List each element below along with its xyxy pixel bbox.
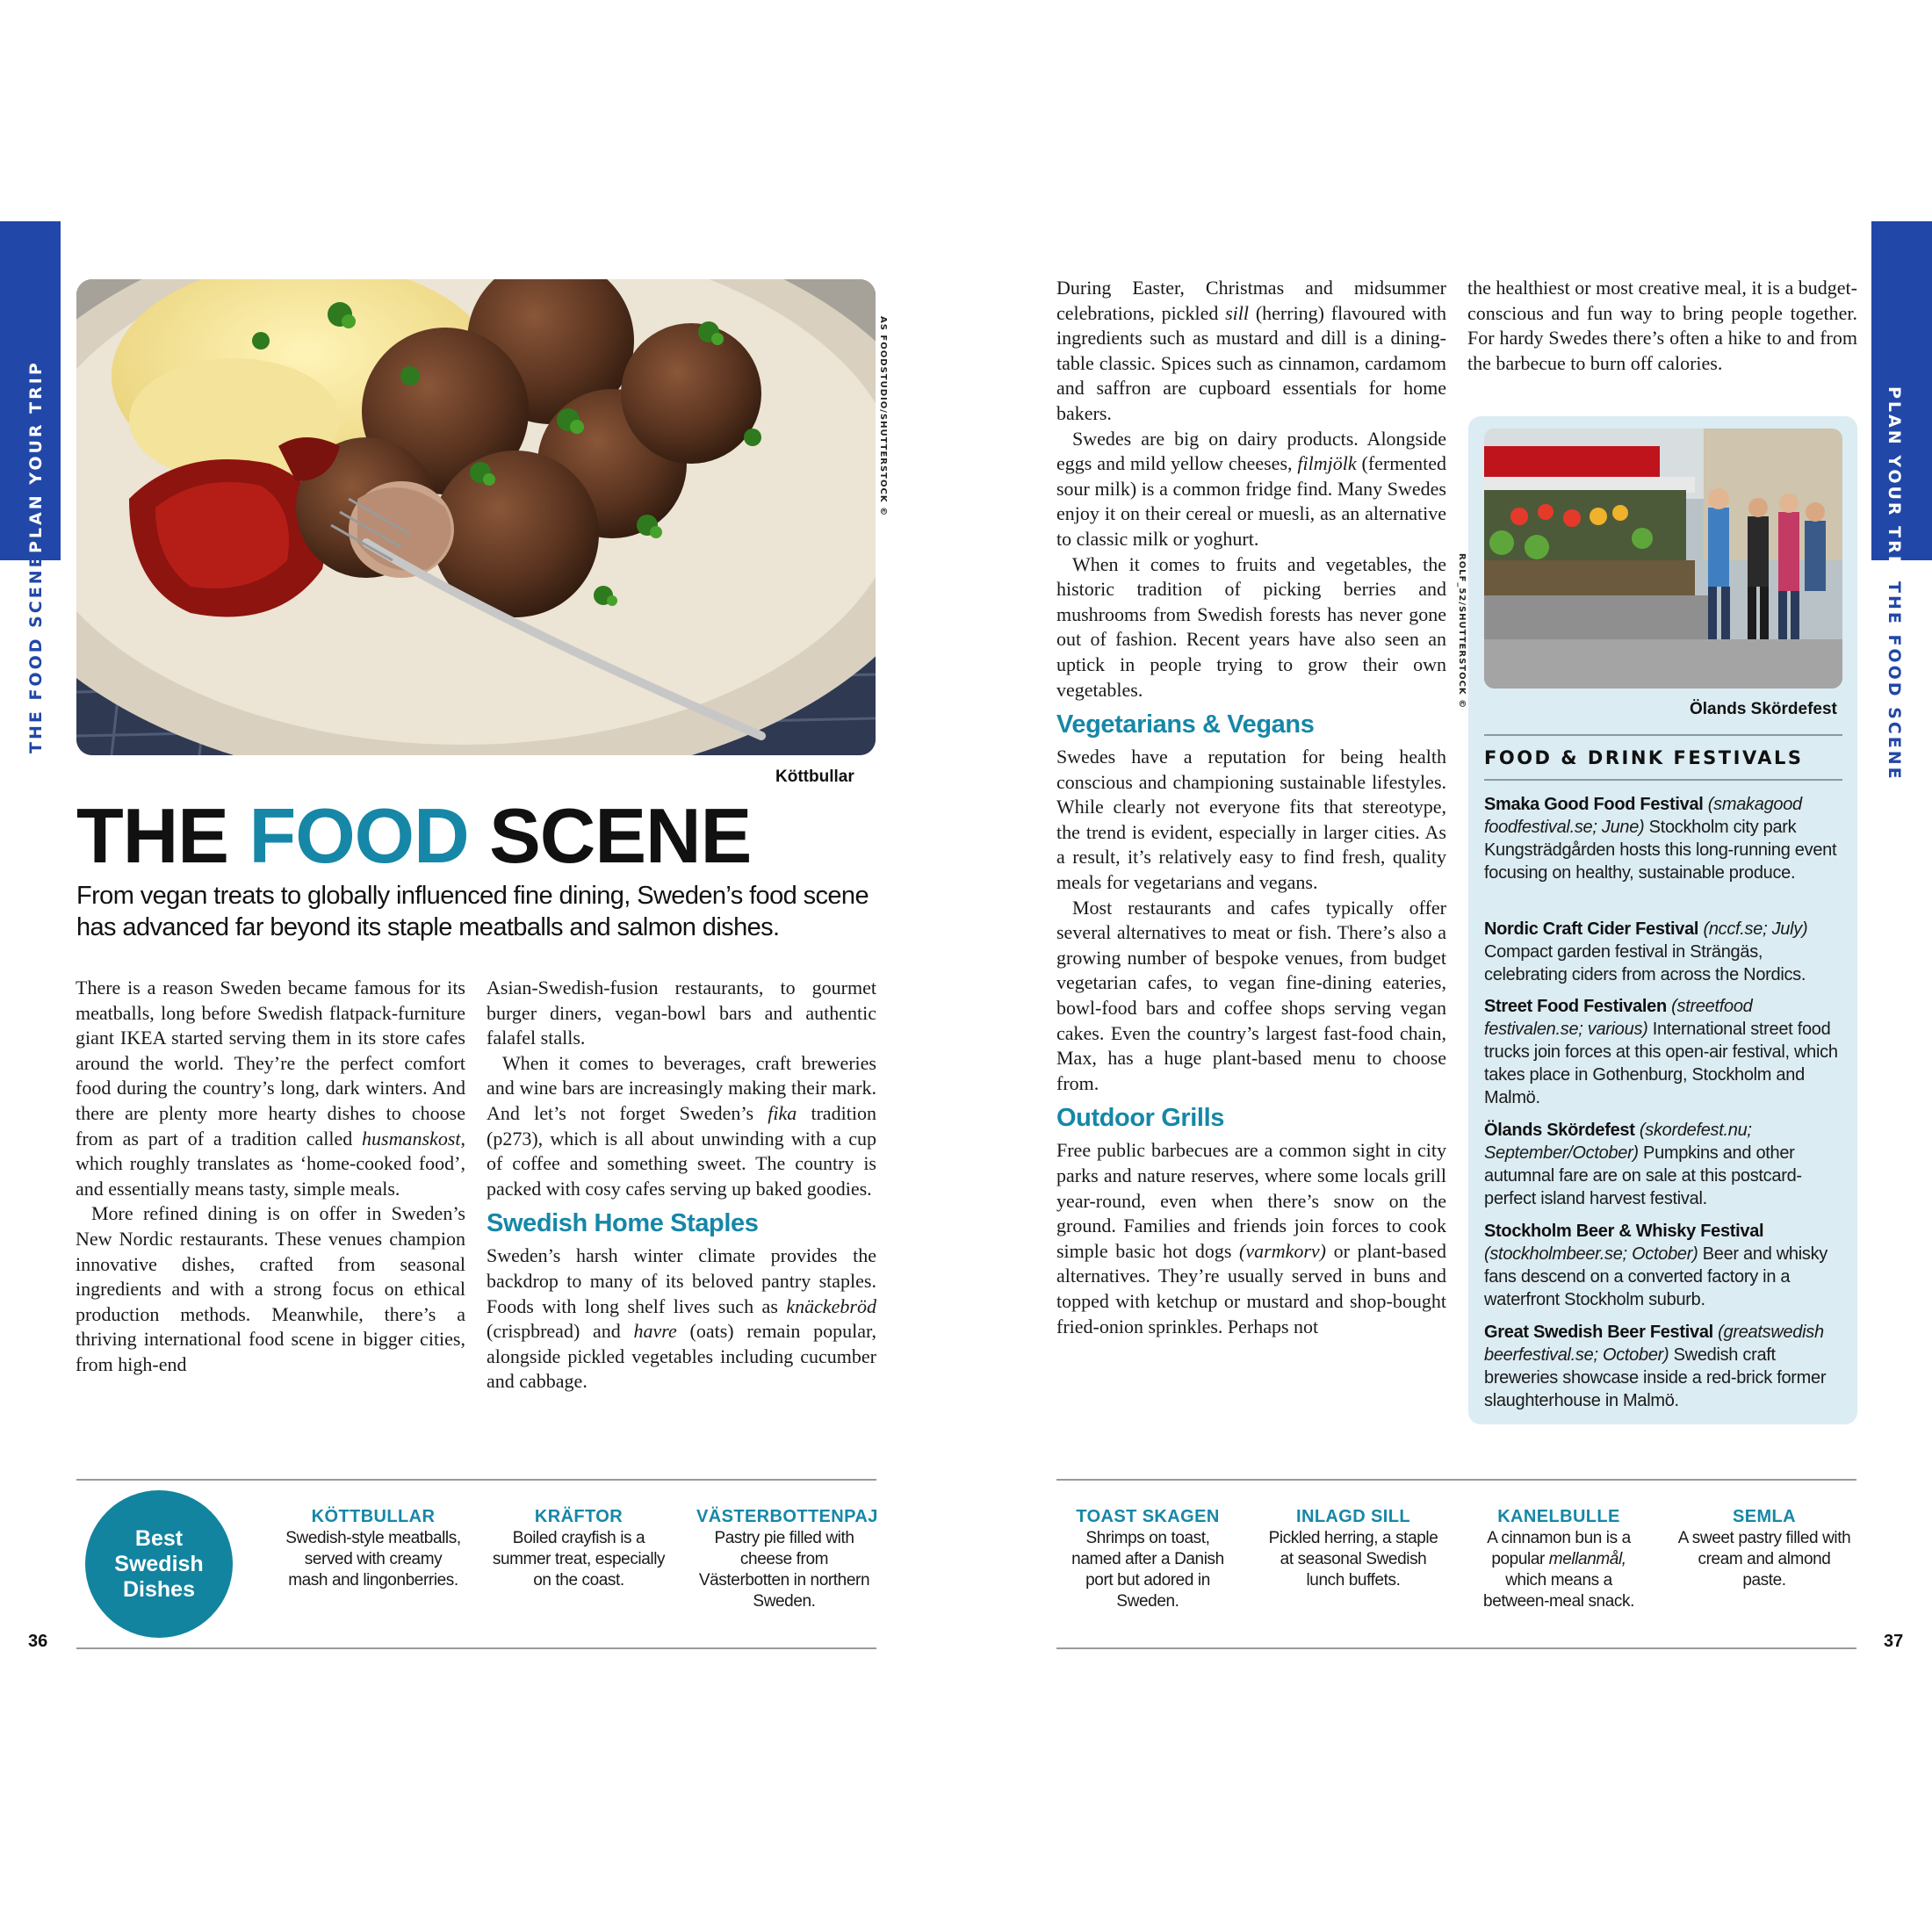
dish-item: KÖTTBULLAR Swedish-style meatballs, served with creamy mash and lingonberries. — [285, 1507, 461, 1590]
body-column-4 — [1467, 276, 1857, 376]
heading-vegetarians-vegans: Vegetarians & Vegans — [1056, 710, 1315, 739]
dish-item: SEMLA A sweet pastry filled with cream and almond paste. — [1677, 1507, 1851, 1590]
market-photo-credit: ROLF_52/SHUTTERSTOCK © — [1457, 553, 1467, 710]
sidebar-top-rule — [1484, 734, 1842, 736]
col3-paragraph-5: Most restaurants and cafes typically offer several alternatives to meat or fish. There’s also a growing number of bespoke venues, from budget vegetarian cafes, to vegan fine-dining eateries, bowl-food bars and coffee shops serving vegan cakes. Even the country’s largest fast-food chain, Max, has a huge plant-based menu to choose from. — [1056, 896, 1446, 1094]
dish-item: KANELBULLE A cinnamon bun is a popular mellanmål, which means a between-meal snack. — [1483, 1507, 1634, 1611]
meatballs-photo-caption: Köttbullar — [775, 768, 854, 786]
col3-paragraph-2: Swedes are big on dairy products. Alongside eggs and mild yellow cheeses, filmjölk (fermented sour milk) is a common fridge find. Many Swedes enjoy it on their cereal or muesli, as an alternative to classic milk or yoghurt. — [1056, 427, 1446, 550]
body-column-2 — [487, 976, 876, 1395]
dishes-top-rule-left — [76, 1479, 876, 1481]
right-section-label: PLAN YOUR TRIP — [1885, 386, 1904, 580]
festival-item: Smaka Good Food Festival (smakagood foodfestival.se; June) Stockholm city park Kungsträdgården hosts this long-running event focusing on healthy, sustainable produce. — [1484, 795, 1837, 883]
festivals-heading: FOOD & DRINK FESTIVALS — [1484, 747, 1804, 768]
dish-item: VÄSTERBOTTENPAJ Pastry pie filled with cheese from Västerbotten in northern Sweden. — [696, 1507, 878, 1611]
sidebar-heading-rule — [1484, 779, 1842, 781]
festival-item: Great Swedish Beer Festival (greatswedish beerfestival.se; October) Swedish craft breweries showcase inside a red-brick former slaughterhouse in Malmö. — [1484, 1323, 1827, 1410]
title-part-2: SCENE — [468, 792, 752, 879]
col2-paragraph-2: When it comes to beverages, craft breweries and wine bars are increasingly making their mark. And let’s not forget Sweden’s fika tradition (p273), which is all about unwinding with a cup of coffee and something sweet. The country is packed with cosy cafes serving up baked goodies. — [487, 1051, 876, 1200]
col1-paragraph-2: More refined dining is on offer in Sweden’s New Nordic restaurants. These venues champion innovative dishes, crafted from seasonal ingredients and with a strong focus on ethical production methods. Meanwhile, there’s a thriving international food scene in bigger cities, from high-end — [76, 1202, 465, 1375]
festival-item: Ölands Skördefest (skordefest.nu; September/October) Pumpkins and other autumnal fare are on sale at this postcard-perfect island harvest festival. — [1484, 1121, 1802, 1208]
dishes-bottom-rule-left — [76, 1647, 876, 1649]
right-chapter-label: THE FOOD SCENE — [1885, 581, 1904, 782]
intro-text: From vegan treats to globally influenced fine dining, Sweden’s food scene has advanced far beyond its staple meatballs and salmon dishes. — [76, 882, 869, 941]
market-photo-caption: Ölands Skördefest — [1690, 700, 1837, 718]
market-photo — [1484, 429, 1842, 688]
left-section-label: PLAN YOUR TRIP — [26, 360, 46, 553]
meatballs-photo-credit: AS FOODSTUDIO/SHUTTERSTOCK © — [878, 316, 888, 517]
dish-item: TOAST SKAGEN Shrimps on toast, named after a Danish port but adored in Sweden. — [1071, 1507, 1224, 1611]
heading-swedish-home-staples: Swedish Home Staples — [487, 1209, 759, 1238]
page-title — [76, 792, 752, 879]
dishes-bottom-rule-right — [1056, 1647, 1856, 1649]
dish-item: INLAGD SILL Pickled herring, a staple at seasonal Swedish lunch buffets. — [1268, 1507, 1438, 1590]
meatballs-photo — [76, 279, 876, 755]
col3-paragraph-3: When it comes to fruits and vegetables, the historic tradition of picking berries and mushrooms from Swedish forests has never gone out of fashion. Recent years have also seen an uptick in people trying to grow their own vegetables. — [1056, 552, 1446, 701]
col3-paragraph-1: During Easter, Christmas and midsummer celebrations, pickled sill (herring) flavoured with ingredients such as mustard and dill is a dining-table classic. Spices such as cinnamon, cardamom and saffron are cupboard essentials for home bakers. — [1056, 277, 1446, 424]
col2-paragraph-3: Sweden’s harsh winter climate provides the backdrop to many of its beloved pantry staples. Foods with long shelf lives such as knäckebröd (crispbread) and havre (oats) remain popular, alongside pickled vegetables including cucumber and cabbage. — [487, 1244, 876, 1393]
col3-paragraph-6: Free public barbecues are a common sight in city parks and nature reserves, where some locals grill year-round, even when there’s snow on the ground. Families and friends join forces to cook simple basic hot dogs (varmkorv) or plant-based alternatives. They’re usually served in buns and topped with ketchup or mustard and shop-bought fried-onion sprinkles. Perhaps not — [1056, 1139, 1446, 1337]
col3-paragraph-4: Swedes have a reputation for being health conscious and championing sustainable lifestyles. While clearly not everyone fits that stereotype, the trend is evident, especially in larger cities. As a result, it’s relatively easy to find fresh, quality meals for vegetarians and vegans. — [1056, 746, 1446, 894]
title-accent: FOOD — [249, 792, 469, 879]
left-chapter-label: THE FOOD SCENE — [26, 553, 46, 753]
best-dishes-badge: Best Swedish Dishes — [85, 1490, 233, 1638]
festival-item: Stockholm Beer & Whisky Festival (stockholmbeer.se; October) Beer and whisky fans descend on a converted factory in a waterfront Stockholm suburb. — [1484, 1222, 1827, 1309]
market-illustration — [1484, 429, 1842, 688]
meatballs-illustration — [76, 279, 876, 755]
col1-paragraph-1: There is a reason Sweden became famous for its meatballs, long before Swedish flatpack-furniture giant IKEA started serving them in its store cafes around the world. They’re the perfect comfort food during the country’s long, dark winters. And there are plenty more hearty dishes to choose from as part of a tradition called husmanskost, which roughly translates as ‘home-cooked food’, and essentially means tasty, simple meals. — [76, 977, 465, 1200]
body-column-1 — [76, 976, 465, 1378]
body-column-3 — [1056, 276, 1446, 1339]
heading-outdoor-grills: Outdoor Grills — [1056, 1104, 1224, 1133]
col2-paragraph-1: Asian-Swedish-fusion restaurants, to gourmet burger diners, vegan-bowl bars and authentic falafel stalls. — [487, 977, 876, 1049]
title-part-1: THE — [76, 792, 249, 879]
festival-item: Street Food Festivalen (streetfood festivalen.se; various) International street food trucks join forces at this open-air festival, which takes place in Gothenburg, Stockholm and Malmö. — [1484, 997, 1838, 1107]
dish-item: KRÄFTOR Boiled crayfish is a summer treat, especially on the coast. — [492, 1507, 666, 1590]
col4-paragraph-1: the healthiest or most creative meal, it is a budget-conscious and fun way to bring people together. For hardy Swedes there’s often a hike to and from the barbecue to burn off calories. — [1467, 277, 1857, 374]
page-number-right: 37 — [1884, 1632, 1904, 1651]
festival-item: Nordic Craft Cider Festival (nccf.se; July) Compact garden festival in Strängäs, celebrating ciders from across the Nordics. — [1484, 919, 1808, 984]
dishes-top-rule-right — [1056, 1479, 1856, 1481]
page-number-left: 36 — [28, 1632, 48, 1651]
